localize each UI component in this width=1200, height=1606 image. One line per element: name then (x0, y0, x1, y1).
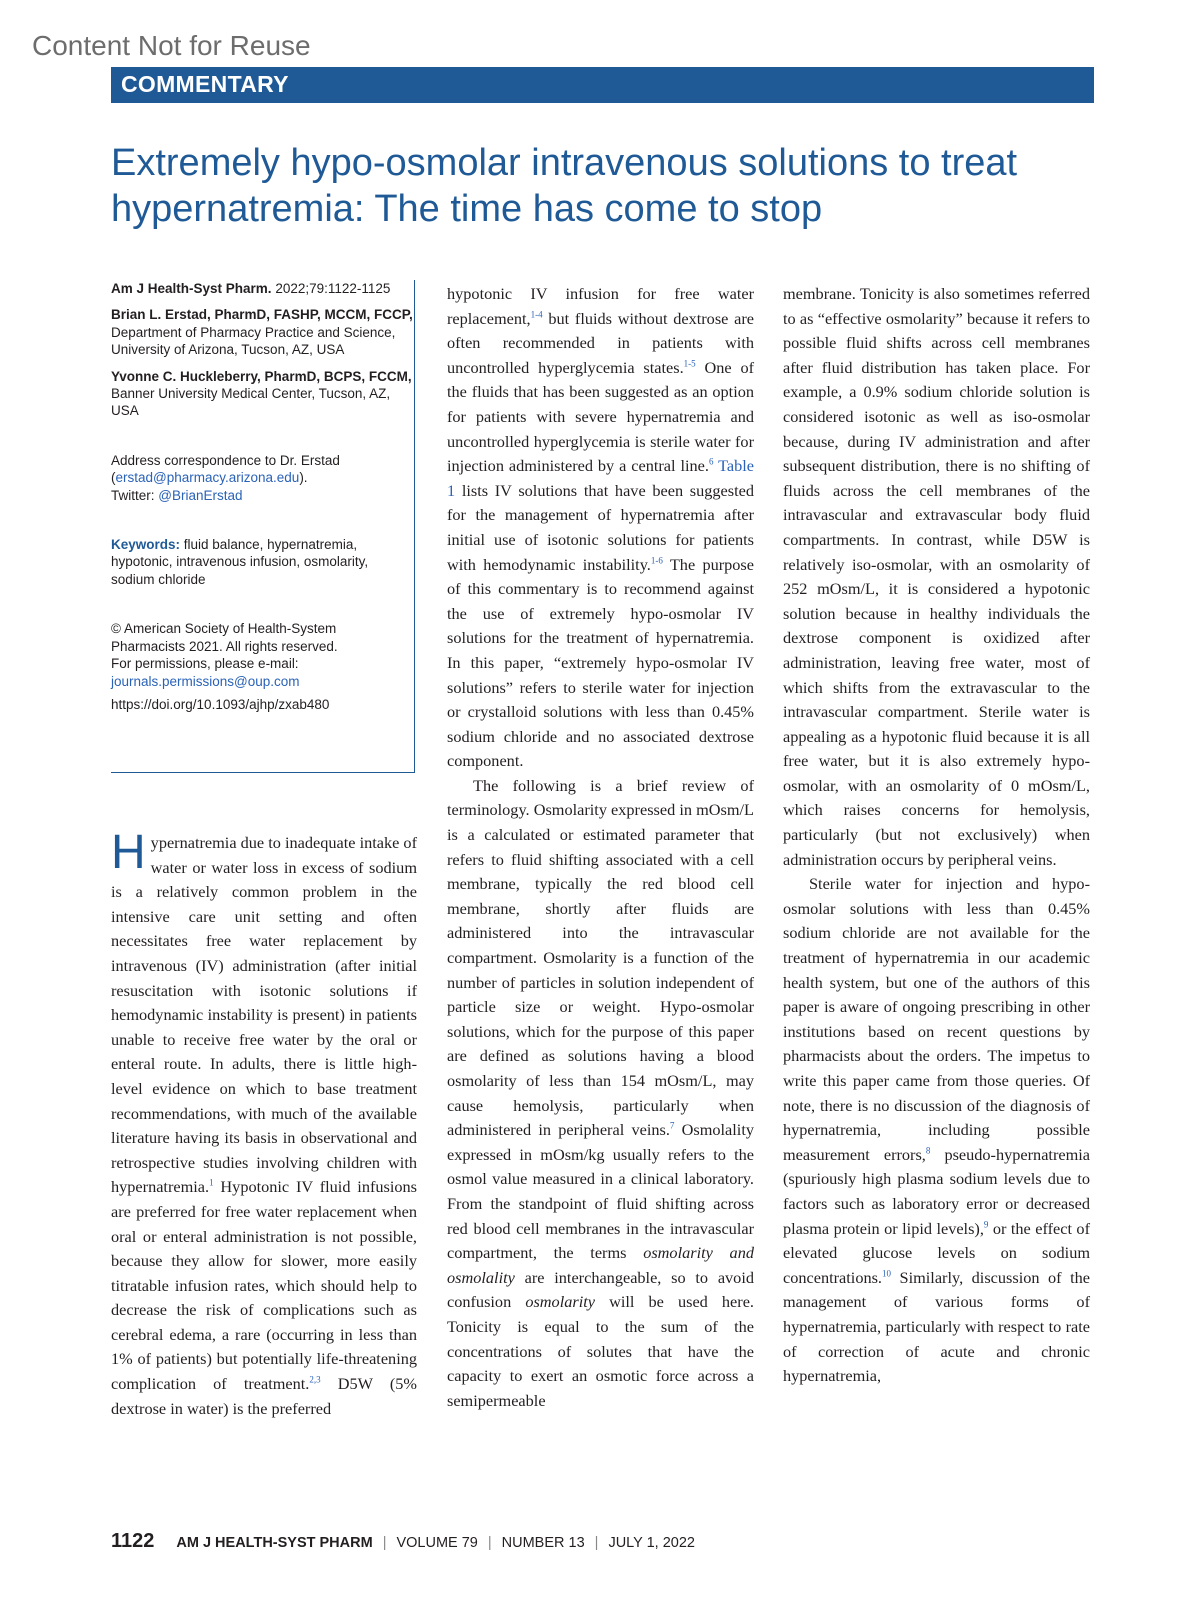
keywords-label: Keywords: (111, 537, 181, 553)
body-text: Hypotonic IV fluid infusions are preferred for free water replacement when oral or enteral administration is not possible, because they allow for slower, more easily titratable infusion rates, which should help to decrease the risk of complications such as cerebral edema, a rare (occurring in less than 1% of patients) but potentially life-threatening complication of treatment. (111, 1177, 417, 1394)
body-text: pseudo-hypernatremia (spuriously high plasma sodium levels due to factors such as laboratory error or decreased plasma protein or lipid levels), (783, 1144, 1091, 1238)
body-column-3 (783, 282, 1090, 1389)
footer-volume: VOLUME 79 (396, 1535, 478, 1551)
citation-detail: 2022;79:1122-1125 (271, 281, 391, 296)
footer-separator: | (382, 1535, 387, 1551)
body-column-1 (111, 826, 417, 1421)
author-2-name: Yvonne C. Huckleberry, PharmD, BCPS, FCCM, (111, 368, 412, 384)
watermark: Content Not for Reuse (32, 30, 311, 61)
twitter-label: Twitter: (111, 487, 159, 503)
article-title: Extremely hypo-osmolar intravenous solutions to treat hypernatremia: The time has come to stop (111, 142, 1018, 230)
reference-link[interactable]: 6 (708, 456, 714, 467)
keywords-list: fluid balance, hypernatremia, hypotonic, intravenous infusion, osmolarity, sodium chloride (111, 537, 369, 587)
permissions-text: For permissions, please e-mail: (111, 656, 299, 672)
italic-term: osmolarity and osmolality (447, 1243, 754, 1287)
body-text: ypernatremia due to inadequate intake of water or water loss in excess of sodium is a relatively common problem in the intensive care unit setting and often necessitates free water replacement by intravenous (IV) administration (after initial resuscitation with isotonic solutions if hemodynamic instability is present) in patients unable to receive free water by the oral or enteral route. In adults, there is little high-level evidence on which to base treatment recommendations, with much of the available literature having its basis in observational and retrospective studies involving children with hypernatremia. (111, 833, 417, 1197)
footer-separator: | (487, 1535, 492, 1551)
keywords (111, 536, 414, 588)
body-text: but fluids without dextrose are often recommended in patients with uncontrolled hyperglycemia states. (447, 308, 754, 377)
body-paragraph (447, 774, 754, 1413)
section-banner (111, 67, 1094, 103)
correspondence: Address correspondence to Dr. Erstad (erstad@pharmacy.arizona.edu). Twitter: @BrianErstad (111, 452, 340, 503)
reference-link[interactable]: 1-4 (530, 309, 543, 320)
author-1-name: Brian L. Erstad, PharmD, FASHP, MCCM, FCCP, (111, 307, 413, 323)
reference-link[interactable]: 1 (209, 1177, 214, 1188)
permissions-email-link[interactable]: journals.permissions@oup.com (111, 673, 300, 689)
body-text: The purpose of this commentary is to recommend against the use of extremely hypo-osmolar IV solutions for the treatment of hypernatremia. In this paper, “extremely hypo-osmolar IV solutions” refers to sterile water for injection or crystalloid solutions with less than 0.45% sodium chloride and no associated dextrose component. (447, 554, 754, 771)
body-text: will be used here. Tonicity is equal to the sum of the concentrations of solutes that have the capacity to exert an osmotic force across a semipermeable (447, 1292, 754, 1410)
correspondence-email-link[interactable]: erstad@pharmacy.arizona.edu (115, 470, 300, 486)
reference-link[interactable]: 10 (882, 1268, 892, 1279)
footer-number: NUMBER 13 (501, 1535, 585, 1551)
body-text: Sterile water for injection and hypo-osmolar solutions with less than 0.45% sodium chloride are not available for the treatment of hypernatremia in our academic health system, but one of the authors of this paper is aware of ongoing prescribing in other institutions based on recent questions by pharmacists about the orders. The impetus to write this paper came from those queries. Of note, there is no discussion of the diagnosis of hypernatremia, including possible measurement errors, (783, 874, 1090, 1164)
author-2 (111, 368, 414, 420)
body-text: membrane. Tonicity is also sometimes referred to as “effective osmolarity” because it refers to possible fluid shifts across cell membranes after fluid distribution has taken place. For example, a 0.9% sodium chloride solution is considered isotonic as well as iso-osmolar because, during IV administration and after subsequent distribution, there is no shifting of fluids across the cell membranes of the intravascular and extravascular body fluid compartments. In contrast, while D5W is relatively iso-osmolar, with an osmolarity of 252 mOsm/L, it is considered a hypotonic solution because in healthy individuals the dextrose component is oxidized after administration, leaving free water, most of which shifts from the extravascular to the intravascular compartment. Sterile water is appealing as a hypotonic fluid because it is all free water, but it is also extremely hypo-osmolar, with an osmolarity of 0 mOsm/L, which raises concerns for hemolysis, particularly (but not exclusively) when administration occurs by peripheral veins. (783, 284, 1090, 869)
reference-link[interactable]: 1-5 (683, 358, 696, 369)
body-text: hypotonic IV infusion for free water replacement, (447, 284, 754, 328)
author-1-affiliation: Department of Pharmacy Practice and Science, University of Arizona, Tucson, AZ, USA (111, 324, 396, 358)
reference-link[interactable]: 1-6 (650, 555, 663, 566)
correspondence-text: Address correspondence to Dr. Erstad (111, 452, 340, 468)
body-text: Osmolality expressed in mOsm/kg usually refers to the osmol value measured in a clinical laboratory. From the standpoint of fluid shifting across red blood cell membranes in the intravascular compartment, the terms (447, 1120, 754, 1263)
article-info-box (111, 280, 415, 773)
reference-link[interactable]: 7 (669, 1120, 675, 1131)
author-2-affiliation: Banner University Medical Center, Tucson, AZ, USA (111, 386, 391, 419)
reference-link[interactable]: 2,3 (309, 1374, 321, 1385)
author-1 (111, 306, 414, 358)
drop-cap: H (111, 826, 146, 879)
table-1-link[interactable]: Table 1 (447, 456, 755, 500)
citation-journal: Am J Health-Syst Pharm. (111, 281, 272, 296)
body-paragraph (783, 872, 1090, 1388)
page-number: 1122 (111, 1530, 155, 1552)
footer-separator: | (594, 1535, 599, 1551)
page-footer (111, 1530, 695, 1553)
body-text: One of the fluids that has been suggested as an option for patients with severe hypernatremia and uncontrolled hyperglycemia is sterile water for injection administered by a central line. (447, 357, 755, 476)
body-paragraph (111, 826, 417, 1421)
body-text: lists IV solutions that have been suggested for the management of hypernatremia after initial use of isotonic solutions for patients with hemodynamic instability. (447, 480, 754, 574)
body-paragraph (447, 282, 754, 774)
section-label: COMMENTARY (121, 71, 289, 97)
body-column-2 (447, 282, 754, 1413)
twitter-handle-link[interactable]: @BrianErstad (158, 487, 243, 503)
reference-link[interactable]: 8 (925, 1145, 931, 1156)
body-text: The following is a brief review of terminology. Osmolarity expressed in mOsm/L is a calculated or estimated parameter that refers to fluid shifting associated with a cell membrane, typically the red blood cell membrane, shortly after fluids are administered into the intravascular compartment. Osmolarity is a function of the number of particles in solution independent of particle size or weight. Hypo-osmolar solutions, which for the purpose of this paper are defined as solutions having a blood osmolarity of less than 154 mOsm/L, may cause hemolysis, particularly when administered in peripheral veins. (447, 775, 754, 1140)
permissions (111, 655, 414, 690)
reference-link[interactable]: 9 (983, 1219, 989, 1230)
doi: https://doi.org/10.1093/ajhp/zxab480 (111, 696, 330, 712)
citation (111, 280, 414, 297)
copyright: © American Society of Health-System Pharmacists 2021. All rights reserved. (111, 621, 338, 654)
body-text: or the effect of elevated glucose levels on sodium concentrations. (783, 1218, 1090, 1287)
italic-term: osmolarity (525, 1292, 595, 1312)
body-paragraph (783, 282, 1090, 872)
footer-date: JULY 1, 2022 (608, 1535, 695, 1551)
footer-journal: AM J HEALTH-SYST PHARM (176, 1535, 373, 1551)
body-text: D5W (5% dextrose in water) is the preferred (111, 1374, 417, 1418)
body-text: Similarly, discussion of the management of various forms of hypernatremia, particularly with respect to rate of correction of acute and chronic hypernatremia, (783, 1267, 1090, 1386)
body-text: are interchangeable, so to avoid confusion (447, 1267, 754, 1312)
